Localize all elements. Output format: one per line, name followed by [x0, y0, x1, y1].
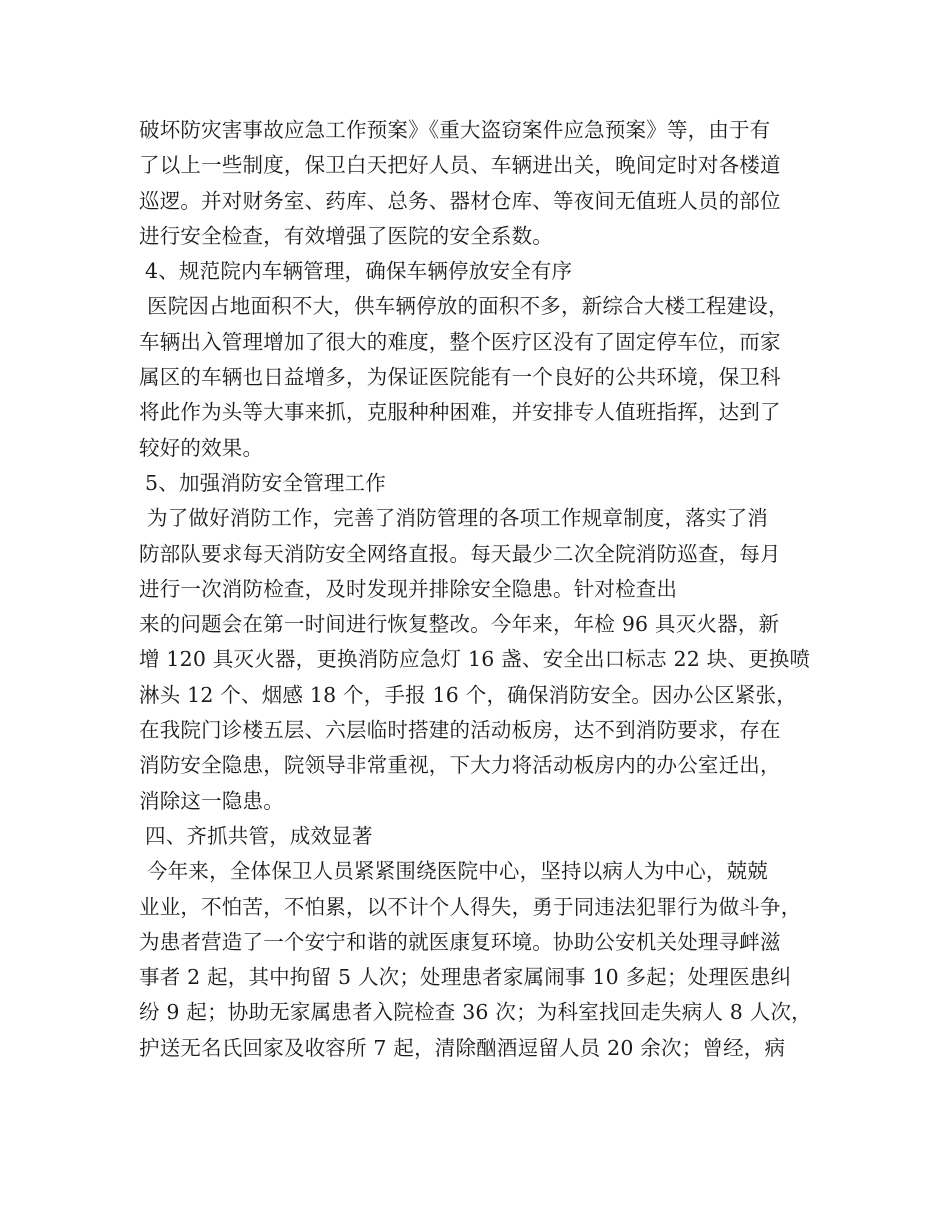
- section-heading-line: 四、齐抓共管，成效显著: [145, 823, 373, 848]
- text-line: 淋头 12 个、烟感 18 个，手报 16 个，确保消防安全。因办公区紧张，: [139, 682, 797, 707]
- text-line: 业业，不怕苦，不怕累，以不计个人得失，勇于同违法犯罪行为做斗争，: [139, 894, 802, 919]
- text-line: 消除这一隐患。: [139, 788, 284, 813]
- text-line: 在我院门诊楼五层、六层临时搭建的活动板房，达不到消防要求，存在: [139, 718, 781, 743]
- text-line: 增 120 具灭火器，更换消防应急灯 16 盏、安全出口标志 22 块、更换喷: [139, 647, 811, 672]
- text-line: 今年来，全体保卫人员紧紧围绕医院中心，坚持以病人为中心，兢兢: [147, 859, 768, 884]
- text-line: 消防安全隐患，院领导非常重视，下大力将活动板房内的办公室迁出，: [139, 753, 781, 778]
- text-line: 医院因占地面积不大，供车辆停放的面积不多，新综合大楼工程建设，: [147, 294, 789, 319]
- text-line: 防部队要求每天消防安全网络直报。每天最少二次全院消防巡查，每月: [139, 541, 781, 566]
- text-line: 巡逻。并对财务室、药库、总务、器材仓库、等夜间无值班人员的部位: [139, 188, 781, 213]
- text-line: 车辆出入管理增加了很大的难度，整个医疗区没有了固定停车位，而家: [139, 329, 781, 354]
- text-line: 来的问题会在第一时间进行恢复整改。今年来，年检 96 具灭火器，新: [139, 612, 780, 637]
- text-line: 事者 2 起，其中拘留 5 人次；处理患者家属闹事 10 多起；处理医患纠: [139, 965, 792, 990]
- text-line: 破坏防灾害事故应急工作预案》《重大盗窃案件应急预案》等，由于有: [139, 118, 771, 142]
- text-line: 将此作为头等大事来抓，克服种种困难，并安排专人值班指挥，达到了: [139, 400, 781, 425]
- text-line: 属区的车辆也日益增多，为保证医院能有一个良好的公共环境，保卫科: [139, 365, 781, 390]
- section-heading-line: 5、加强消防安全管理工作: [145, 470, 386, 495]
- document-body: [139, 113, 839, 1066]
- text-line: 护送无名氏回家及收容所 7 起，清除酗酒逗留人员 20 余次；曾经，病: [139, 1035, 786, 1060]
- text-line: 为了做好消防工作，完善了消防管理的各项工作规章制度，落实了消: [147, 506, 768, 531]
- text-line: 为患者营造了一个安宁和谐的就医康复环境。协助公安机关处理寻衅滋: [139, 929, 781, 954]
- text-line: 进行安全检查，有效增强了医院的安全系数。: [139, 223, 553, 248]
- section-heading-line: 4、规范院内车辆管理，确保车辆停放安全有序: [145, 259, 573, 284]
- text-line: 较好的效果。: [139, 435, 264, 460]
- text-line: 了以上一些制度，保卫白天把好人员、车辆进出关，晚间定时对各楼道: [139, 153, 781, 178]
- text-line: 进行一次消防检查，及时发现并排除安全隐患。针对检查出: [139, 576, 678, 601]
- text-line: 纷 9 起；协助无家属患者入院检查 36 次；为科室找回走失病人 8 人次，: [139, 1000, 812, 1025]
